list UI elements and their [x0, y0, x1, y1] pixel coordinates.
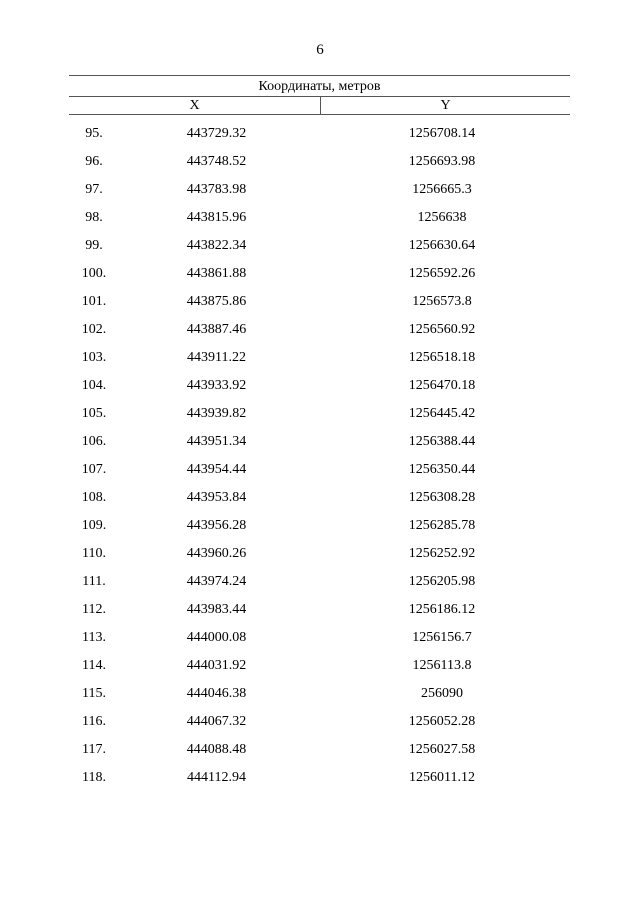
table-row [69, 460, 570, 488]
point-number-cell: 111. [82, 574, 106, 589]
point-number-cell: 112. [82, 602, 106, 617]
point-number-cell: 98. [85, 210, 103, 225]
x-coordinate-cell: 443822.34 [186, 238, 247, 253]
point-number-cell: 115. [82, 686, 106, 701]
y-coordinate-cell: 1256388.44 [408, 434, 476, 449]
x-coordinate-cell: 443729.32 [186, 126, 247, 141]
table-body [69, 124, 570, 796]
table-row [69, 628, 570, 656]
column-header-y: Y [440, 98, 451, 113]
x-coordinate-cell: 443974.24 [186, 574, 247, 589]
x-coordinate-cell: 444112.94 [187, 770, 246, 785]
coordinates-table [69, 75, 570, 796]
point-number-cell: 106. [81, 434, 107, 449]
point-number-cell: 105. [81, 406, 107, 421]
y-coordinate-cell: 1256186.12 [408, 602, 476, 617]
point-number-cell: 100. [81, 266, 107, 281]
y-coordinate-cell: 1256693.98 [408, 154, 476, 169]
y-coordinate-cell: 1256156.7 [412, 630, 472, 645]
x-coordinate-cell: 443960.26 [186, 546, 247, 561]
x-coordinate-cell: 443983.44 [186, 602, 247, 617]
y-coordinate-cell: 1256592.26 [408, 266, 476, 281]
table-row [69, 544, 570, 572]
x-coordinate-cell: 443783.98 [186, 182, 247, 197]
table-header-rule [69, 114, 570, 115]
point-number-cell: 109. [81, 518, 107, 533]
x-coordinate-cell: 444031.92 [186, 658, 247, 673]
table-row [69, 516, 570, 544]
page-number: 6 [316, 42, 324, 58]
y-coordinate-cell: 1256708.14 [408, 126, 476, 141]
y-coordinate-cell: 1256638 [417, 210, 467, 225]
table-row [69, 208, 570, 236]
y-coordinate-cell: 1256445.42 [408, 406, 476, 421]
point-number-cell: 118. [82, 770, 106, 785]
table-row [69, 600, 570, 628]
table-row [69, 264, 570, 292]
x-coordinate-cell: 443748.52 [186, 154, 247, 169]
point-number-cell: 96. [85, 154, 103, 169]
y-coordinate-cell: 256090 [421, 686, 463, 701]
table-row [69, 684, 570, 712]
x-coordinate-cell: 443954.44 [186, 462, 247, 477]
x-coordinate-cell: 443956.28 [186, 518, 247, 533]
x-coordinate-cell: 443951.34 [186, 434, 247, 449]
y-coordinate-cell: 1256630.64 [408, 238, 476, 253]
point-number-cell: 117. [82, 742, 106, 757]
x-coordinate-cell: 443815.96 [186, 210, 247, 225]
table-row [69, 236, 570, 264]
point-number-cell: 116. [82, 714, 106, 729]
column-header-x: X [69, 97, 321, 114]
point-number-cell: 114. [82, 658, 106, 673]
y-coordinate-cell: 1256252.92 [408, 546, 476, 561]
point-number-cell: 101. [81, 294, 107, 309]
table-row [69, 572, 570, 600]
point-number-cell: 102. [81, 322, 107, 337]
table-row [69, 320, 570, 348]
x-coordinate-cell: 443933.92 [186, 378, 247, 393]
x-coordinate-cell: 443911.22 [187, 350, 246, 365]
table-row [69, 180, 570, 208]
point-number-cell: 110. [82, 546, 106, 561]
x-coordinate-cell: 444046.38 [186, 686, 247, 701]
y-coordinate-cell: 1256113.8 [412, 658, 472, 673]
table-row [69, 124, 570, 152]
point-number-cell: 107. [81, 462, 107, 477]
y-coordinate-cell: 1256470.18 [408, 378, 476, 393]
y-coordinate-cell: 1256205.98 [408, 574, 476, 589]
y-coordinate-cell: 1256285.78 [408, 518, 476, 533]
table-title: Координаты, метров [258, 79, 381, 94]
x-coordinate-cell: 443887.46 [186, 322, 247, 337]
y-coordinate-cell: 1256573.8 [412, 294, 472, 309]
y-coordinate-cell: 1256011.12 [409, 770, 475, 785]
table-row [69, 404, 570, 432]
table-row [69, 432, 570, 460]
y-coordinate-cell: 1256665.3 [412, 182, 472, 197]
y-coordinate-cell: 1256560.92 [408, 322, 476, 337]
x-coordinate-cell: 444000.08 [186, 630, 247, 645]
table-row [69, 376, 570, 404]
y-coordinate-cell: 1256350.44 [408, 462, 476, 477]
x-coordinate-cell: 443953.84 [186, 490, 247, 505]
table-header-row [69, 97, 570, 114]
y-coordinate-cell: 1256518.18 [408, 350, 476, 365]
table-row [69, 292, 570, 320]
table-row [69, 348, 570, 376]
y-coordinate-cell: 1256027.58 [408, 742, 476, 757]
point-number-cell: 108. [81, 490, 107, 505]
point-number-cell: 103. [81, 350, 107, 365]
point-number-cell: 99. [85, 238, 103, 253]
y-coordinate-cell: 1256052.28 [408, 714, 476, 729]
x-coordinate-cell: 444088.48 [186, 742, 247, 757]
point-number-cell: 113. [82, 630, 106, 645]
x-coordinate-cell: 443861.88 [186, 266, 247, 281]
x-coordinate-cell: 444067.32 [186, 714, 247, 729]
table-row [69, 656, 570, 684]
table-row [69, 768, 570, 796]
x-coordinate-cell: 443875.86 [186, 294, 247, 309]
y-coordinate-cell: 1256308.28 [408, 490, 476, 505]
table-row [69, 712, 570, 740]
table-row [69, 740, 570, 768]
table-row [69, 152, 570, 180]
point-number-cell: 95. [85, 126, 103, 141]
table-row [69, 488, 570, 516]
x-coordinate-cell: 443939.82 [186, 406, 247, 421]
point-number-cell: 97. [85, 182, 103, 197]
point-number-cell: 104. [81, 378, 107, 393]
